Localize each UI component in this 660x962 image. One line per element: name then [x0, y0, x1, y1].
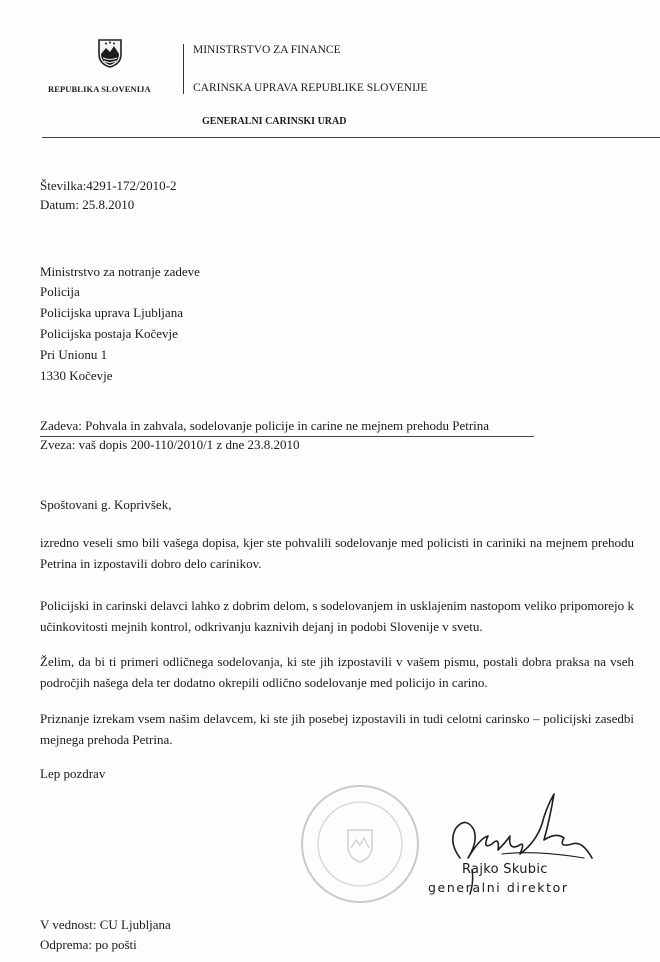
recipient-line: Policijska postaja Kočevje	[40, 326, 178, 341]
salutation: Spoštovani g. Koprivšek,	[40, 497, 172, 512]
recipient-line: Ministrstvo za notranje zadeve	[40, 264, 200, 279]
reference-number: Številka:4291-172/2010-2	[40, 178, 177, 193]
closing: Lep pozdrav	[40, 766, 106, 781]
recipient-line: Policijska uprava Ljubljana	[40, 305, 183, 320]
subject-line: Zadeva: Pohvala in zahvala, sodelovanje policije in carine ne mejnem prehodu Petrina	[40, 418, 490, 433]
ministry-name: MINISTRSTVO ZA FINANCE	[193, 44, 341, 56]
signer-title: generalni direktor	[428, 880, 569, 895]
signer-name: Rajko Skubic	[462, 862, 548, 877]
agency-name: CARINSKA UPRAVA REPUBLIKE SLOVENIJE	[193, 82, 428, 94]
country-name: REPUBLIKA SLOVENIJA	[48, 84, 151, 94]
header-rule	[42, 137, 660, 138]
body-paragraph: Priznanje izrekam vsem našim delavcem, ki ste jih posebej izpostavili in tudi celotni carinsko – policijski zasedbi mejnega prehoda Petrina.	[40, 711, 634, 747]
reference-date: Datum: 25.8.2010	[40, 197, 135, 212]
recipient-line: Policija	[40, 284, 80, 299]
office-name: GENERALNI CARINSKI URAD	[202, 116, 347, 127]
dispatch-method: Odprema: po pošti	[40, 937, 137, 952]
body-paragraph: Policijski in carinski delavci lahko z dobrim delom, s sodelovanjem in usklajenim nastopom veliko pripomorejo k učinkovitosti mejnih kontrol, odkrivanju kaznivih dejanj in podobi Slovenije v svetu.	[40, 598, 634, 634]
official-stamp	[298, 782, 422, 906]
body-paragraph: Želim, da bi ti primeri odličnega sodelovanja, ki ste jih izpostavili v vašem pismu, postali dobra praksa na vseh področjih našega dela ter dodatno okrepili odlično sodelovanje med policijo in carino.	[40, 654, 634, 690]
body-paragraph: izredno veseli smo bili vašega dopisa, kjer ste pohvalili sodelovanje med policisti in cariniki na mejnem prehodu Petrina in izpostavili dobro delo carinikov.	[40, 535, 634, 571]
reference-letter: Zveza: vaš dopis 200-110/2010/1 z dne 23.8.2010	[40, 437, 300, 452]
recipient-line: Pri Unionu 1	[40, 347, 108, 362]
copy-to: V vednost: CU Ljubljana	[40, 917, 171, 932]
recipient-line: 1330 Kočevje	[40, 368, 113, 383]
coat-of-arms-icon	[97, 38, 123, 68]
header-divider	[183, 44, 184, 94]
